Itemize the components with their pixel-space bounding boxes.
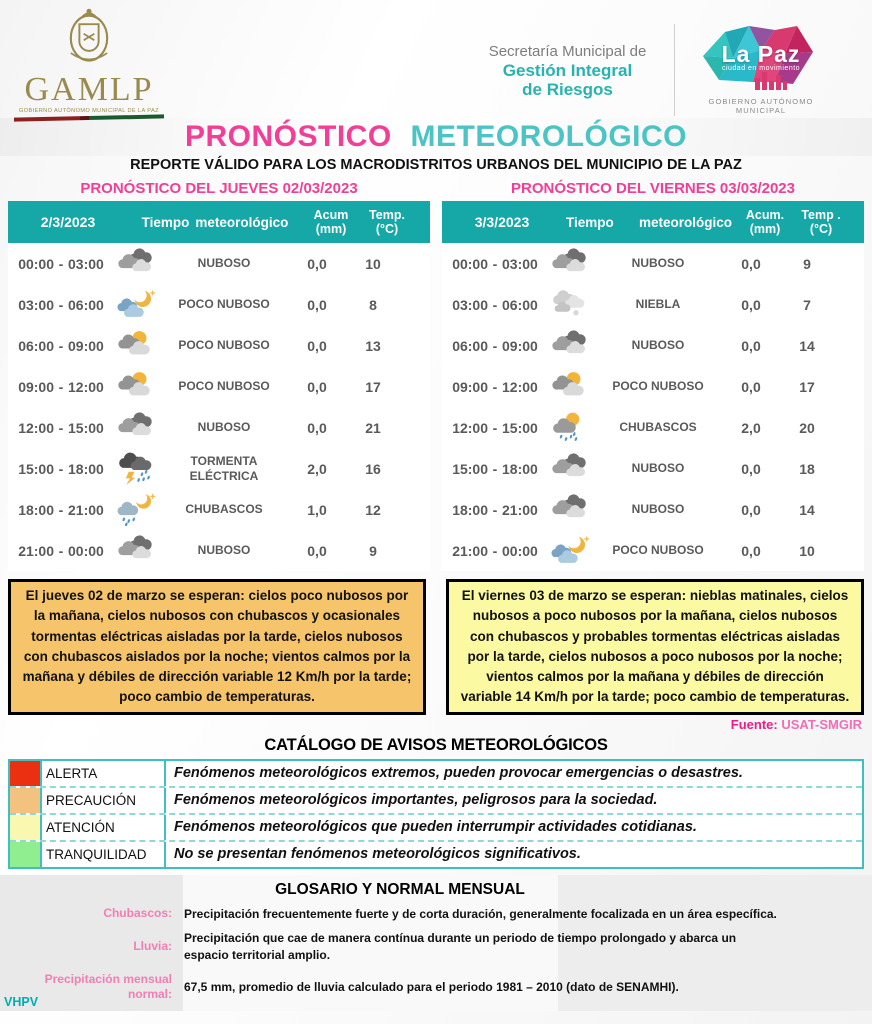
time-separator: - (58, 419, 64, 436)
condition-label: NUBOSO (197, 420, 251, 435)
lapaz-mosaic-icon (695, 24, 827, 94)
forecast-row (8, 489, 430, 530)
level-color-swatch (10, 842, 42, 867)
tiempo-header-word1: Tiempo (566, 214, 614, 230)
time-end: 12:00 (68, 378, 104, 395)
time-end: 00:00 (502, 542, 538, 559)
catalog-row (10, 761, 862, 788)
acum-value: 0,0 (307, 378, 327, 395)
header-divider (674, 24, 675, 116)
glossary-entries (0, 906, 872, 1003)
time-separator: - (492, 542, 498, 559)
time-end: 21:00 (502, 501, 538, 518)
condition-label: NUBOSO (631, 338, 685, 353)
gamlp-logo (14, 6, 164, 120)
clouds-icon (114, 534, 160, 567)
gamlp-acronym: GAMLP (24, 71, 154, 108)
acum-value: 0,0 (741, 460, 761, 477)
condition-label: NUBOSO (197, 256, 251, 271)
moon-rain-icon (114, 493, 160, 526)
secretaria-block (470, 44, 665, 99)
temp-value: 17 (799, 378, 815, 395)
summary-thursday (8, 579, 426, 715)
temp-header (794, 208, 848, 237)
forecast-title-friday: PRONÓSTICO DEL VIERNES 03/03/2023 (511, 180, 795, 197)
forecast-row (442, 243, 864, 284)
summary-section (0, 579, 872, 715)
moon-clouds-icon (114, 288, 160, 321)
temp-value: 18 (799, 460, 815, 477)
time-start: 21:00 (452, 542, 488, 559)
temp-value: 10 (365, 255, 381, 272)
temp-value: 9 (369, 542, 377, 559)
level-color-swatch (10, 788, 42, 813)
lapaz-tagline: ciudad en movimiento (721, 65, 801, 72)
forecast-row (442, 366, 864, 407)
time-separator: - (492, 378, 498, 395)
time-separator: - (492, 337, 498, 354)
condition-label: NUBOSO (197, 543, 251, 558)
sun-rain-icon (548, 411, 594, 444)
forecast-row (442, 530, 864, 571)
title-part1: PRONÓSTICO (184, 120, 392, 153)
acum-header-label: Acum (313, 207, 349, 222)
catalog-title: CATÁLOGO DE AVISOS METEOROLÓGICOS (264, 735, 608, 754)
report-header (0, 0, 872, 118)
temp-value: 16 (365, 460, 381, 477)
secretaria-line1: Secretaría Municipal de (488, 43, 647, 60)
clouds-icon (548, 329, 594, 362)
temp-header-label: Temp . (801, 207, 841, 222)
temp-value: 21 (365, 419, 381, 436)
condition-label: NUBOSO (631, 502, 685, 517)
forecast-rows (8, 243, 430, 571)
forecast-row (8, 448, 430, 489)
acum-header-unit: (mm) (749, 222, 781, 236)
temp-header-label: Temp. (369, 207, 405, 222)
catalog-row (10, 842, 862, 867)
temp-value: 13 (365, 337, 381, 354)
date-header: 3/3/2023 (474, 214, 530, 230)
forecast-rows (442, 243, 864, 571)
time-start: 00:00 (452, 255, 488, 272)
summary-friday-text: El viernes 03 de marzo se esperan: nieblas matinales, cielos nubosos a poco nubosos por la mañana, cielos nubosos con chubascos y probables tormentas eléctricas aisladas por la tarde, cielos nubosos a poco nubosos por la noche; vientos calmos por la mañana y débiles de dirección variable 14 Km/h por la tarde; poco cambio de temperaturas. (460, 588, 850, 705)
acum-value: 0,0 (741, 255, 761, 272)
time-start: 09:00 (18, 378, 54, 395)
condition-label: POCO NUBOSO (612, 543, 704, 558)
time-end: 18:00 (502, 460, 538, 477)
time-start: 12:00 (452, 419, 488, 436)
glossary-definition: Precipitación frecuentemente fuerte y de corta duración, generalmente focalizada en un área específica. (184, 906, 777, 921)
temp-value: 14 (799, 501, 815, 518)
time-separator: - (58, 501, 64, 518)
forecast-row (8, 325, 430, 366)
time-separator: - (492, 501, 498, 518)
page-title (185, 120, 687, 154)
acum-value: 0,0 (307, 337, 327, 354)
acum-value: 1,0 (307, 501, 327, 518)
acum-value: 0,0 (741, 501, 761, 518)
glossary-entry (0, 930, 872, 965)
time-start: 06:00 (452, 337, 488, 354)
time-separator: - (492, 419, 498, 436)
level-description: No se presentan fenómenos meteorológicos significativos. (174, 846, 581, 862)
source-value: USAT-SMGIR (781, 716, 862, 732)
sun-clouds-icon (548, 370, 594, 403)
level-description: Fenómenos meteorológicos extremos, pueden provocar emergencias o desastres. (174, 765, 743, 781)
clouds-icon (548, 452, 594, 485)
acum-header-unit: (mm) (315, 222, 347, 236)
forecast-row (8, 407, 430, 448)
acum-value: 0,0 (307, 255, 327, 272)
source-label: Fuente: (730, 716, 778, 732)
condition-label: POCO NUBOSO (178, 297, 270, 312)
acum-value: 2,0 (741, 419, 761, 436)
temp-value: 17 (365, 378, 381, 395)
time-end: 03:00 (502, 255, 538, 272)
glossary-entry (0, 972, 872, 1003)
level-description: Fenómenos meteorológicos que pueden interrumpir actividades cotidianas. (174, 819, 697, 835)
time-start: 12:00 (18, 419, 54, 436)
glossary-section (0, 875, 872, 1011)
glossary-definition: 67,5 mm, promedio de lluvia calculado para el periodo 1981 – 2010 (dato de SENAMHI). (184, 979, 679, 994)
forecast-row (442, 448, 864, 489)
forecast-col-thursday (8, 178, 430, 571)
acum-value: 0,0 (741, 378, 761, 395)
clouds-icon (548, 247, 594, 280)
time-start: 21:00 (18, 542, 54, 559)
glossary-term: Precipitación mensual normal: (44, 971, 172, 1002)
acum-header (736, 208, 794, 237)
temp-header (360, 208, 414, 237)
level-description: Fenómenos meteorológicos importantes, peligrosos para la sociedad. (174, 792, 658, 808)
forecast-row (442, 325, 864, 366)
glossary-term: Lluvia: (133, 939, 172, 954)
time-end: 09:00 (502, 337, 538, 354)
report-subtitle: REPORTE VÁLIDO PARA LOS MACRODISTRITOS URBANOS DEL MUNICIPIO DE LA PAZ (130, 157, 742, 173)
forecast-row (8, 243, 430, 284)
table-header (442, 201, 864, 243)
acum-value: 0,0 (307, 419, 327, 436)
time-separator: - (58, 337, 64, 354)
time-start: 03:00 (18, 296, 54, 313)
time-start: 18:00 (452, 501, 488, 518)
lapaz-logo (686, 24, 836, 115)
level-color-swatch (10, 815, 42, 840)
acum-value: 0,0 (307, 296, 327, 313)
level-color-swatch (10, 761, 42, 786)
title-part2: METEOROLÓGICO (410, 120, 688, 153)
forecast-section (0, 178, 872, 571)
time-separator: - (492, 296, 498, 313)
gamlp-caption: GOBIERNO AUTÓNOMO MUNICIPAL DE LA PAZ (19, 108, 159, 114)
tiempo-header-word2: meteorológico (638, 214, 732, 230)
author-initials: VHPV (4, 994, 39, 1009)
title-band (0, 118, 872, 156)
catalog-table (8, 759, 864, 869)
forecast-row (442, 407, 864, 448)
time-separator: - (492, 460, 498, 477)
time-end: 03:00 (68, 255, 104, 272)
fog-icon (548, 288, 594, 321)
forecast-table-thursday (8, 201, 430, 571)
time-separator: - (58, 542, 64, 559)
condition-label: TORMENTA ELÉCTRICA (189, 454, 259, 483)
time-start: 18:00 (18, 501, 54, 518)
time-start: 06:00 (18, 337, 54, 354)
time-start: 00:00 (18, 255, 54, 272)
condition-label: NIEBLA (635, 297, 681, 312)
time-separator: - (58, 255, 64, 272)
tiempo-header-word2: meteorológico (195, 214, 289, 230)
glossary-title: GLOSARIO Y NORMAL MENSUAL (275, 880, 525, 898)
condition-label: NUBOSO (631, 256, 685, 271)
acum-value: 2,0 (307, 460, 327, 477)
temp-value: 8 (369, 296, 377, 313)
time-separator: - (492, 255, 498, 272)
summary-friday (446, 579, 864, 715)
time-separator: - (58, 460, 64, 477)
forecast-col-friday (442, 178, 864, 571)
glossary-entry (0, 906, 872, 923)
forecast-row (442, 489, 864, 530)
acum-value: 0,0 (741, 542, 761, 559)
clouds-icon (114, 411, 160, 444)
time-end: 21:00 (68, 501, 104, 518)
glossary-term: Chubascos: (103, 906, 172, 921)
time-end: 18:00 (68, 460, 104, 477)
acum-value: 0,0 (741, 337, 761, 354)
temp-header-unit: (°C) (375, 222, 399, 236)
moon-clouds-icon (548, 534, 594, 567)
table-header (8, 201, 430, 243)
level-label: TRANQUILIDAD (42, 842, 166, 867)
temp-value: 7 (803, 296, 811, 313)
sun-clouds-icon (114, 329, 160, 362)
time-end: 15:00 (68, 419, 104, 436)
catalog-row (10, 815, 862, 842)
temp-value: 10 (799, 542, 815, 559)
acum-header-label: Acum. (745, 207, 785, 222)
source-line (0, 717, 872, 732)
level-label: PRECAUCIÓN (42, 788, 166, 813)
forecast-row (8, 366, 430, 407)
acum-header (302, 208, 360, 237)
condition-label: NUBOSO (631, 461, 685, 476)
lapaz-caption: GOBIERNO AUTÓNOMO MUNICIPAL (708, 97, 814, 115)
forecast-row (8, 284, 430, 325)
time-end: 06:00 (68, 296, 104, 313)
time-separator: - (58, 296, 64, 313)
temp-value: 20 (799, 419, 815, 436)
date-header: 2/3/2023 (40, 214, 96, 230)
secretaria-line2: Gestión Integral (502, 60, 633, 80)
time-end: 15:00 (502, 419, 538, 436)
temp-value: 14 (799, 337, 815, 354)
forecast-table-friday (442, 201, 864, 571)
time-start: 09:00 (452, 378, 488, 395)
forecast-row (442, 284, 864, 325)
level-label: ATENCIÓN (42, 815, 166, 840)
condition-label: POCO NUBOSO (612, 379, 704, 394)
lapaz-name: La Paz (721, 41, 801, 67)
forecast-title-thursday: PRONÓSTICO DEL JUEVES 02/03/2023 (80, 180, 358, 197)
tiempo-header (562, 215, 736, 230)
time-start: 15:00 (452, 460, 488, 477)
sun-clouds-icon (114, 370, 160, 403)
temp-value: 9 (803, 255, 811, 272)
time-separator: - (58, 378, 64, 395)
forecast-row (8, 530, 430, 571)
storm-lightning-icon (114, 452, 160, 485)
condition-label: CHUBASCOS (185, 502, 263, 517)
time-start: 03:00 (452, 296, 488, 313)
time-end: 12:00 (502, 378, 538, 395)
temp-value: 12 (365, 501, 381, 518)
condition-label: CHUBASCOS (619, 420, 697, 435)
condition-label: POCO NUBOSO (178, 379, 270, 394)
clouds-icon (548, 493, 594, 526)
summary-thursday-text: El jueves 02 de marzo se esperan: cielos poco nubosos por la mañana, cielos nubosos con chubascos y ocasionales tormentas eléctricas aisladas por la tarde, cielos nubosos con chubascos aislados por la noche; vientos calmos por la mañana y débiles de dirección variable 12 Km/h por la tarde; poco cambio de temperaturas. (22, 588, 412, 705)
condition-label: POCO NUBOSO (178, 338, 270, 353)
acum-value: 0,0 (741, 296, 761, 313)
level-label: ALERTA (42, 761, 166, 786)
time-end: 09:00 (68, 337, 104, 354)
catalog-row (10, 788, 862, 815)
clouds-icon (114, 247, 160, 280)
acum-value: 0,0 (307, 542, 327, 559)
temp-header-unit: (°C) (809, 222, 833, 236)
gamlp-crest-icon (14, 6, 164, 73)
secretaria-line3: de Riesgos (522, 79, 613, 99)
time-start: 15:00 (18, 460, 54, 477)
tiempo-header (128, 215, 302, 230)
tiempo-header-word1: Tiempo (141, 214, 190, 230)
time-end: 00:00 (68, 542, 104, 559)
glossary-definition: Precipitación que cae de manera contínua durante un periodo de tiempo prolongado y abarca un espacio territorial amplio. (184, 930, 737, 963)
time-end: 06:00 (502, 296, 538, 313)
